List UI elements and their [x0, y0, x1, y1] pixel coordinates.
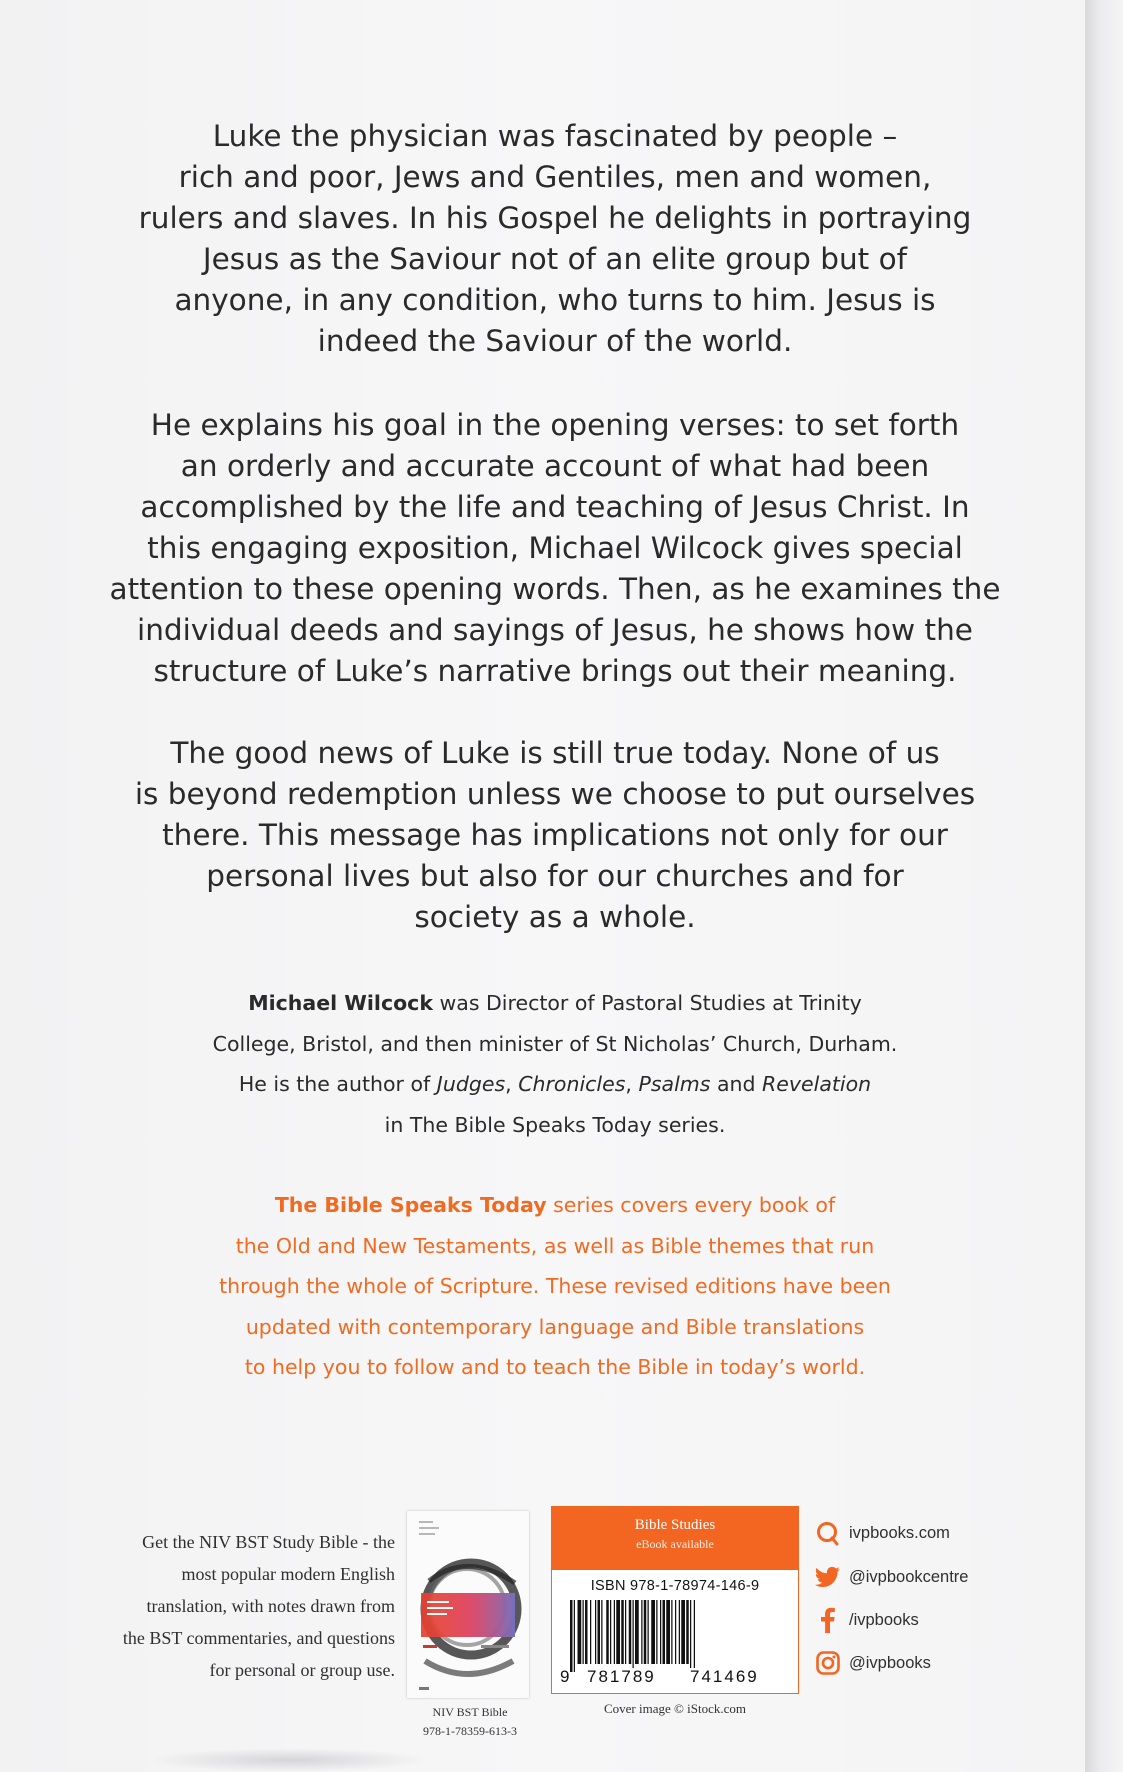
book-title: Judges: [436, 1072, 506, 1096]
blurb-line: this engaging exposition, Michael Wilcock gives special: [147, 531, 963, 565]
barcode-bar: [595, 1600, 596, 1664]
barcode-bar: [671, 1600, 672, 1664]
blurb-line: rulers and slaves. In his Gospel he delights in portraying: [138, 201, 972, 235]
website-label: ivpbooks.com: [849, 1523, 950, 1542]
barcode-bar: [651, 1600, 655, 1664]
blurb-line: is beyond redemption unless we choose to put ourselves: [134, 777, 976, 811]
series-line: updated with contemporary language and Bible translations: [245, 1314, 865, 1339]
blurb-line: anyone, in any condition, who turns to him. Jesus is: [174, 283, 936, 317]
study-bible-cover-art: [407, 1511, 529, 1698]
author-bio: [130, 983, 980, 1145]
bio-line: College, Bristol, and then minister of St Nicholas’ Church, Durham.: [212, 1031, 898, 1056]
barcode-bar: [663, 1600, 666, 1664]
author-name: Michael Wilcock: [248, 991, 433, 1015]
barcode-digit-first: 9: [560, 1667, 570, 1686]
barcode-bar: [621, 1600, 624, 1664]
barcode-bar: [641, 1600, 642, 1664]
bio-text: ,: [625, 1072, 639, 1096]
barcode-panel: [551, 1570, 799, 1694]
bio-text: was Director of Pastoral Studies at Trinity: [432, 991, 862, 1015]
barcode-bar: [660, 1600, 661, 1664]
barcode-bar: [675, 1600, 676, 1664]
study-bible-caption: [400, 1703, 540, 1741]
blurb-line: society as a whole.: [414, 900, 696, 934]
ebook-label: eBook available: [636, 1537, 714, 1551]
barcode-bar: [690, 1600, 691, 1672]
category-label: Bible Studies: [634, 1517, 716, 1533]
category-box: [551, 1506, 799, 1570]
book-title: Psalms: [638, 1072, 711, 1096]
bio-line: in The Bible Speaks Today series.: [384, 1112, 726, 1137]
twitter-link[interactable]: [815, 1564, 1005, 1590]
barcode-bar: [578, 1600, 582, 1664]
barcode-bar: [616, 1600, 620, 1664]
blurb-line: structure of Luke’s narrative brings out their meaning.: [153, 654, 957, 688]
blurb-line: rich and poor, Jews and Gentiles, men and women,: [178, 160, 932, 194]
barcode-bar: [601, 1600, 602, 1664]
barcode-bar: [625, 1600, 626, 1664]
facebook-link[interactable]: [815, 1607, 1005, 1633]
series-name: The Bible Speaks Today: [274, 1193, 547, 1217]
series-description: [130, 1185, 980, 1388]
barcode-bar: [644, 1600, 647, 1664]
barcode-bar: [686, 1600, 689, 1664]
blurb-line: accomplished by the life and teaching of Jesus Christ. In: [140, 490, 970, 524]
study-bible-title: NIV BST Bible: [432, 1705, 508, 1719]
barcode-bar: [635, 1600, 639, 1664]
barcode-bar: [590, 1600, 591, 1664]
blurb-paragraph-3: [80, 733, 1030, 938]
blurb-line: Luke the physician was fascinated by people –: [212, 119, 898, 153]
twitter-label: @ivpbookcentre: [849, 1567, 969, 1586]
study-bible-isbn: 978-1-78359-613-3: [423, 1724, 517, 1738]
study-bible-cover-image: [407, 1511, 529, 1698]
barcode-bar: [598, 1600, 601, 1664]
blurb-line: The good news of Luke is still true today. None of us: [170, 736, 940, 770]
series-text: series covers every book of: [546, 1193, 836, 1217]
barcode-bar: [666, 1600, 670, 1664]
blurb-line: He explains his goal in the opening verses: to set forth: [150, 408, 960, 442]
promo-line: most popular modern English: [181, 1564, 395, 1584]
blurb-line: personal lives but also for our churches and for: [206, 859, 904, 893]
blurb-line: Jesus as the Saviour not of an elite group but of: [202, 242, 908, 276]
bio-line: [130, 1064, 980, 1105]
bio-text: ,: [505, 1072, 519, 1096]
promo-line: for personal or group use.: [209, 1660, 395, 1680]
blurb-line: indeed the Saviour of the world.: [317, 324, 793, 358]
series-line: through the whole of Scripture. These revised editions have been: [219, 1274, 891, 1298]
barcode-bar: [606, 1600, 609, 1664]
instagram-icon: [815, 1650, 841, 1676]
page-shadow: [150, 1748, 430, 1772]
spine-edge: [1085, 0, 1123, 1772]
barcode-bar: [681, 1600, 685, 1664]
promo-line: Get the NIV BST Study Bible - the: [142, 1532, 395, 1552]
isbn-barcode: [566, 1600, 784, 1672]
series-line: [130, 1185, 980, 1226]
instagram-link[interactable]: [815, 1650, 1005, 1676]
barcode-bar: [583, 1600, 584, 1664]
blurb-line: an orderly and accurate account of what had been: [180, 449, 930, 483]
website-link[interactable]: [815, 1520, 1005, 1546]
bio-text: He is the author of: [238, 1072, 437, 1096]
barcode-bar: [629, 1600, 632, 1664]
promo-line: the BST commentaries, and questions: [122, 1628, 395, 1648]
barcode-group-2: 741469: [690, 1667, 759, 1686]
facebook-label: /ivpbooks: [849, 1610, 919, 1629]
barcode-bar: [648, 1600, 649, 1664]
book-title: Revelation: [762, 1072, 872, 1096]
study-bible-promo: [40, 1526, 395, 1686]
barcode-bar: [610, 1600, 611, 1664]
barcode-bar: [633, 1600, 634, 1672]
bio-line: [130, 983, 980, 1024]
blurb-line: individual deeds and sayings of Jesus, he shows how the: [137, 613, 973, 647]
barcode-bar: [656, 1600, 657, 1664]
barcode-bar: [679, 1600, 680, 1664]
cover-image-credit: Cover image © iStock.com: [603, 1701, 747, 1716]
blurb-paragraph-2: [80, 405, 1030, 692]
barcode-bar: [570, 1600, 573, 1672]
barcode-bar: [574, 1600, 575, 1672]
blurb-line: attention to these opening words. Then, as he examines the: [109, 572, 1001, 606]
barcode-group-1: 781789: [587, 1667, 656, 1686]
barcode-bar: [694, 1600, 695, 1672]
facebook-icon: [815, 1607, 841, 1633]
barcode-bar: [614, 1600, 615, 1664]
isbn-text: ISBN 978-1-78974-146-9: [590, 1578, 760, 1594]
twitter-icon: [815, 1564, 841, 1590]
blurb-line: there. This message has implications not only for our: [162, 818, 948, 852]
barcode-bar: [585, 1600, 588, 1664]
promo-line: translation, with notes drawn from: [146, 1596, 395, 1616]
book-title: Chronicles: [518, 1072, 626, 1096]
bio-text: and: [710, 1072, 763, 1096]
blurb-paragraph-1: [80, 116, 1030, 362]
search-q-icon: [815, 1520, 841, 1546]
series-line: the Old and New Testaments, as well as Bible themes that run: [235, 1233, 875, 1258]
instagram-label: @ivpbooks: [849, 1653, 931, 1672]
series-line: to help you to follow and to teach the Bible in today’s world.: [244, 1355, 866, 1379]
